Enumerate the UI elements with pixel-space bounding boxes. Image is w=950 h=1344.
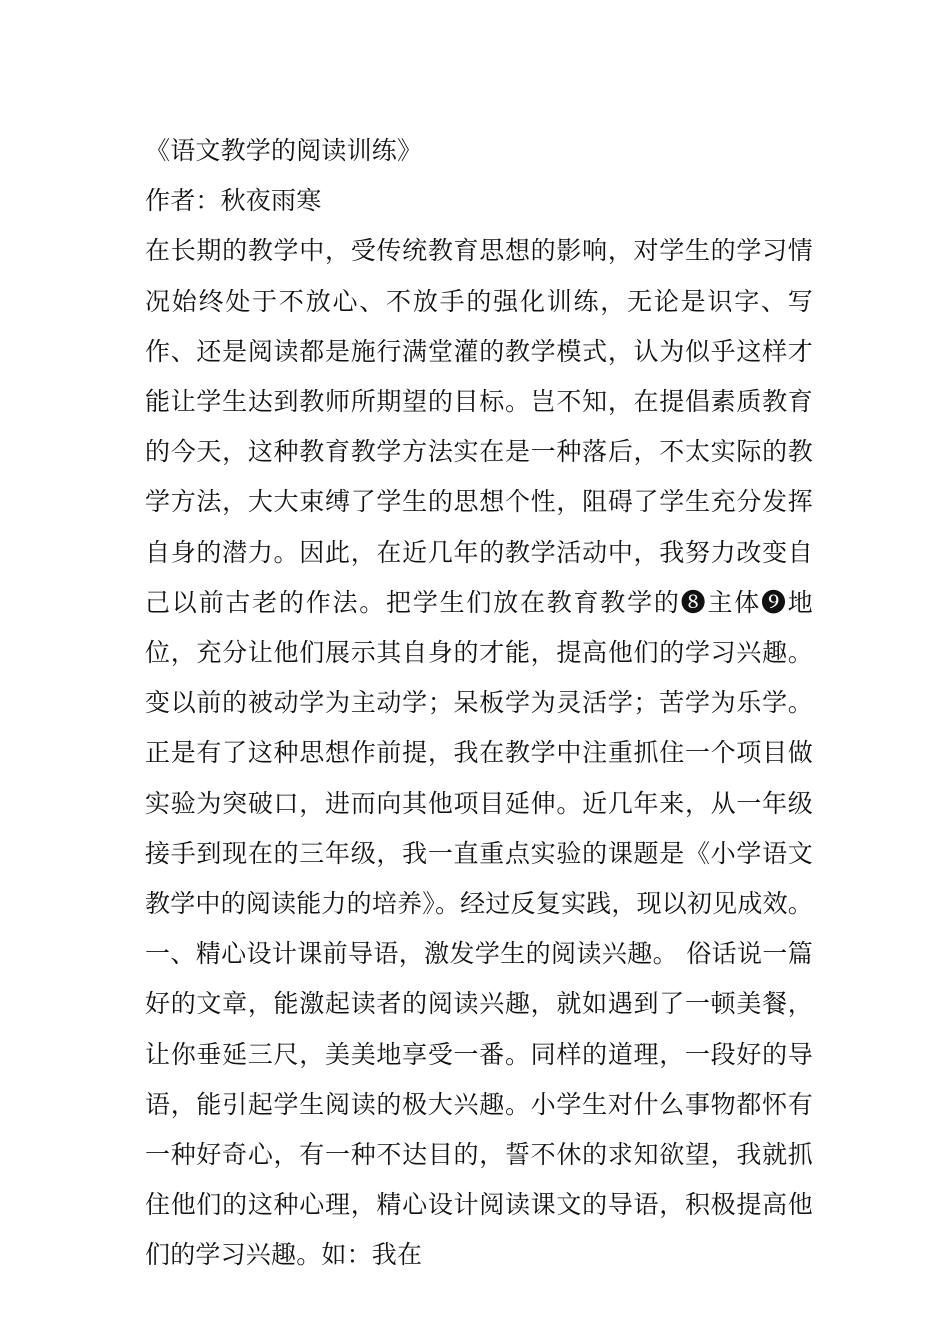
document-title: 《语文教学的阅读训练》 — [145, 136, 423, 165]
author-line: 作者：秋夜雨寒 — [145, 186, 322, 216]
body-paragraph: 在长期的教学中，受传统教育思想的影响，对学生的学习情况始终处于不放心、不放手的强化训练，无论是识字、写作、还是阅读都是施行满堂灌的教学模式，认为似乎这样才能让学生达到教师所期望的目标。岂不知，在提倡素质教育的今天，这种教育教学方法实在是一种落后，不太实际的教学方法，大大束缚了学生的思想个性，阻碍了学生充分发挥自身的潜力。因此，在近几年的教学活动中，我努力改变自己以前古老的作法。把学生们放在教育教学的❽主体❾地位，充分让他们展示其自身的才能，提高他们的学习兴趣。变以前的被动学为主动学；呆板学为灵活学；苦学为乐学。正是有了这种思想作前提，我在教学中注重抓住一个项目做实验为突破口，进而向其他项目延伸。近几年来，从一年级接手到现在的三年级，我一直重点实验的课题是《小学语文教学中的阅读能力的培养》。经过反复实践，现以初见成效。一、精心设计课前导语，激发学生的阅读兴趣。 俗话说一篇好的文章，能激起读者的阅读兴趣，就如遇到了一顿美餐，让你垂延三尺，美美地享受一番。同样的道理，一段好的导语，能引起学生阅读的极大兴趣。小学生对什么事物都怀有一种好奇心，有一种不达目的，誓不休的求知欲望，我就抓住他们的这种心理，精心设计阅读课文的导语，积极提高他们的学习兴趣。如：我在 — [145, 236, 813, 1270]
document-content — [145, 126, 813, 1281]
